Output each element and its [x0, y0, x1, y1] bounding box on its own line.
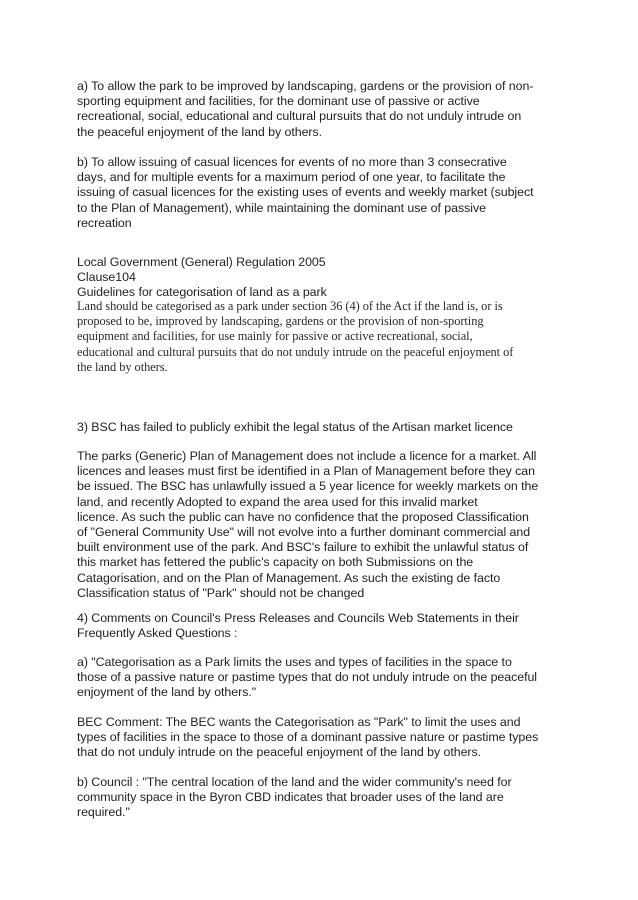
bec-comment: BEC Comment: The BEC wants the Categorisation as "Park" to limit the uses and types of facilities in the space to those of a dominant passive nature or pastime types that do not unduly intrude on the peaceful enjoyment of the land by others. — [77, 715, 539, 760]
bsc-heading: 3) BSC has failed to publicly exhibit the legal status of the Artisan market licence — [77, 420, 513, 434]
council-quote-b: b) Council : "The central location of the land and the wider community's need for community space in the Byron CBD indicates that broader uses of the land are required." — [77, 775, 512, 820]
land-categorisation-text: Land should be categorised as a park under section 36 (4) of the Act if the land is, or is proposed to be, improved by landscaping, gardens or the provision of non-sporting equipment and facilities, for use mainly for passive or active recreational, social, educational and cultural pursuits that do not unduly intrude on the peaceful enjoyment of the land by others. — [77, 299, 514, 374]
council-quote-a: a) "Categorisation as a Park limits the uses and types of facilities in the space to those of a passive nature or pastime types that do not unduly intrude on the peaceful enjoyment of the land by others." — [77, 655, 538, 700]
paragraph-b-licences: b) To allow issuing of casual licences for events of no more than 3 consecrative days, and for multiple events for a maximum period of one year, to facilitate the issuing of casual licences for the existing uses of events and weekly market (subject to the Plan of Management), while maintaining the dominant use of passive recreation — [77, 155, 534, 230]
parks-plan-paragraph: The parks (Generic) Plan of Management does not include a licence for a market. All licences and leases must first be identified in a Plan of Management before they can be issued. The BSC has unlawfully issued a 5 year licence for weekly markets on the land, and recently Adopted to expand the area used for this invalid market licence. As such the public can have no confidence that the proposed Classification of "General Community Use" will not evolve into a further dominant commercial and built environment use of the park. And BSC's failure to exhibit the unlawful status of this market has fettered the public's capacity on both Submissions on the Catagorisation, and on the Plan of Management. As such the existing de facto Classification status of "Park" should not be changed — [77, 449, 539, 600]
comments-heading: 4) Comments on Council's Press Releases and Councils Web Statements in their Frequently Asked Questions : — [77, 611, 519, 641]
regulation-title: Local Government (General) Regulation 2005 — [77, 255, 326, 269]
paragraph-a-park: a) To allow the park to be improved by landscaping, gardens or the provision of non- sporting equipment and facilities, for the dominant use of passive or active recreational, social, educational and cultural pursuits that do not unduly intrude on the peaceful enjoyment of the land by others. — [77, 79, 534, 139]
guidelines-heading: Guidelines for categorisation of land as a park — [77, 285, 327, 299]
clause-number: Clause104 — [77, 270, 136, 284]
